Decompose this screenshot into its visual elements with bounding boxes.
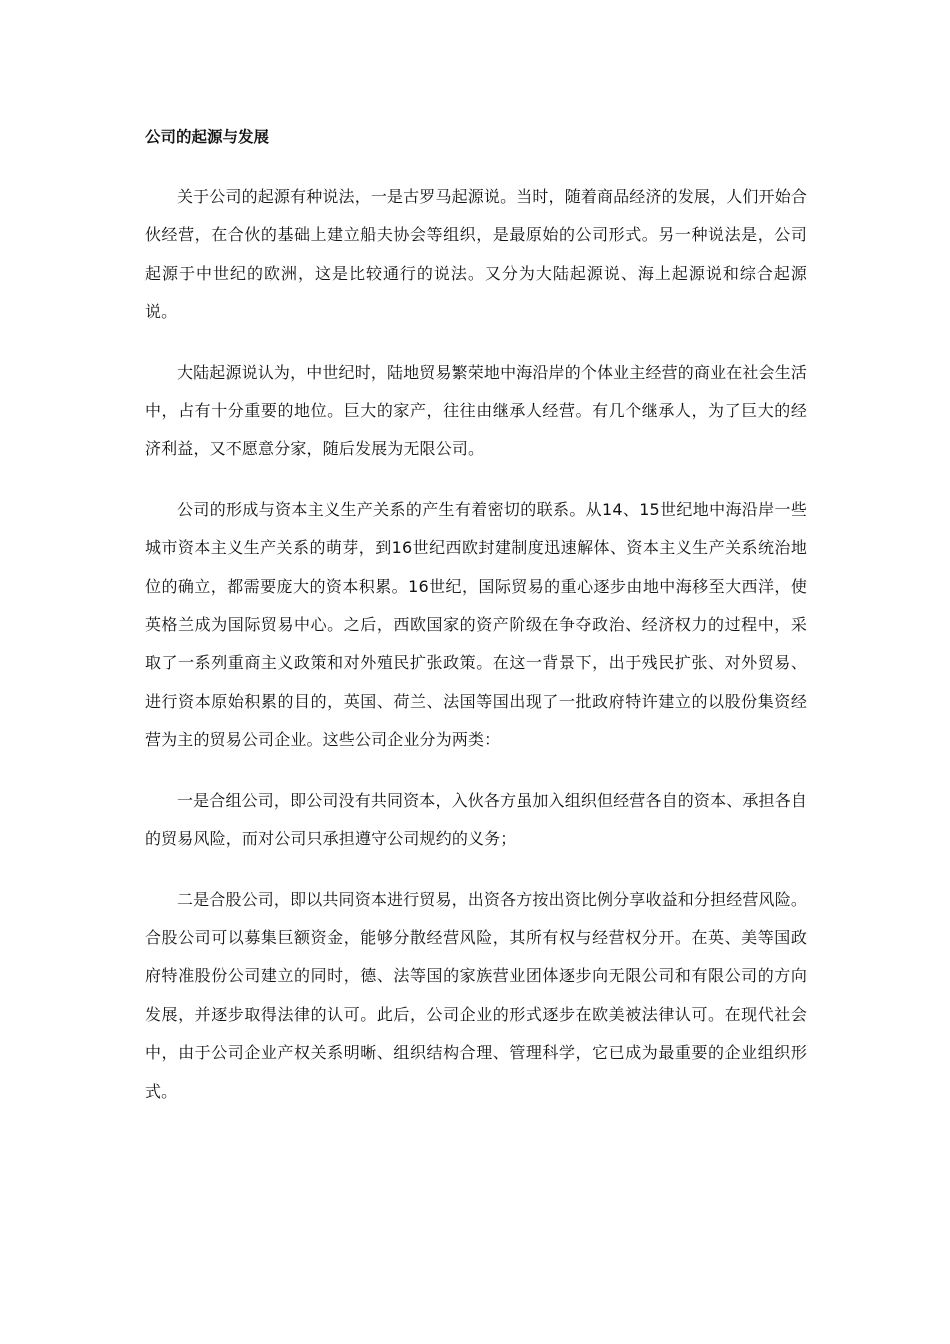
document-title: 公司的起源与发展 (145, 128, 270, 146)
document-page (145, 118, 807, 1133)
paragraph-joint-company: 一是合组公司，即公司没有共同资本，入伙各方虽加入组织但经营各自的资本、承担各自的贸易风险，而对公司只承担遵守公司规约的义务； (145, 790, 807, 849)
paragraph-capitalism-relation: 公司的形成与资本主义生产关系的产生有着密切的联系。从14、15世纪地中海沿岸一些城市资本主义生产关系的萌芽，到16世纪西欧封建制度迅速解体、资本主义生产关系统治地位的确立，都需要庞大的资本积累。16世纪，国际贸易的重心逐步由地中海移至大西洋，使英格兰成为国际贸易中心。之后，西欧国家的资产阶级在争夺政治、经济权力的过程中，采取了一系列重商主义政策和对外殖民扩张政策。在这一背景下，出于残民扩张、对外贸易、进行资本原始积累的目的，英国、荷兰、法国等国出现了一批政府特许建立的以股份集资经营为主的贸易公司企业。这些公司企业分为两类： (145, 499, 807, 750)
paragraph-continental-origin: 大陆起源说认为，中世纪时，陆地贸易繁荣地中海沿岸的个体业主经营的商业在社会生活中，占有十分重要的地位。巨大的家产，往往由继承人经营。有几个继承人，为了巨大的经济利益，又不愿意分家，随后发展为无限公司。 (145, 362, 807, 459)
paragraph-joint-stock-company: 二是合股公司，即以共同资本进行贸易，出资各方按出资比例分享收益和分担经营风险。合股公司可以募集巨额资金，能够分散经营风险，其所有权与经营权分开。在英、美等国政府特准股份公司建立的同时，德、法等国的家族营业团体逐步向无限公司和有限公司的方向发展，并逐步取得法律的认可。此后，公司企业的形式逐步在欧美被法律认可。在现代社会中，由于公司企业产权关系明晰、组织结构合理、管理科学，它已成为最重要的企业组织形式。 (145, 889, 807, 1101)
paragraph-origin-theories: 关于公司的起源有种说法，一是古罗马起源说。当时，随着商品经济的发展，人们开始合伙经营，在合伙的基础上建立船夫协会等组织，是最原始的公司形式。另一种说法是，公司起源于中世纪的欧洲，这是比较通行的说法。又分为大陆起源说、海上起源说和综合起源说。 (145, 187, 807, 322)
